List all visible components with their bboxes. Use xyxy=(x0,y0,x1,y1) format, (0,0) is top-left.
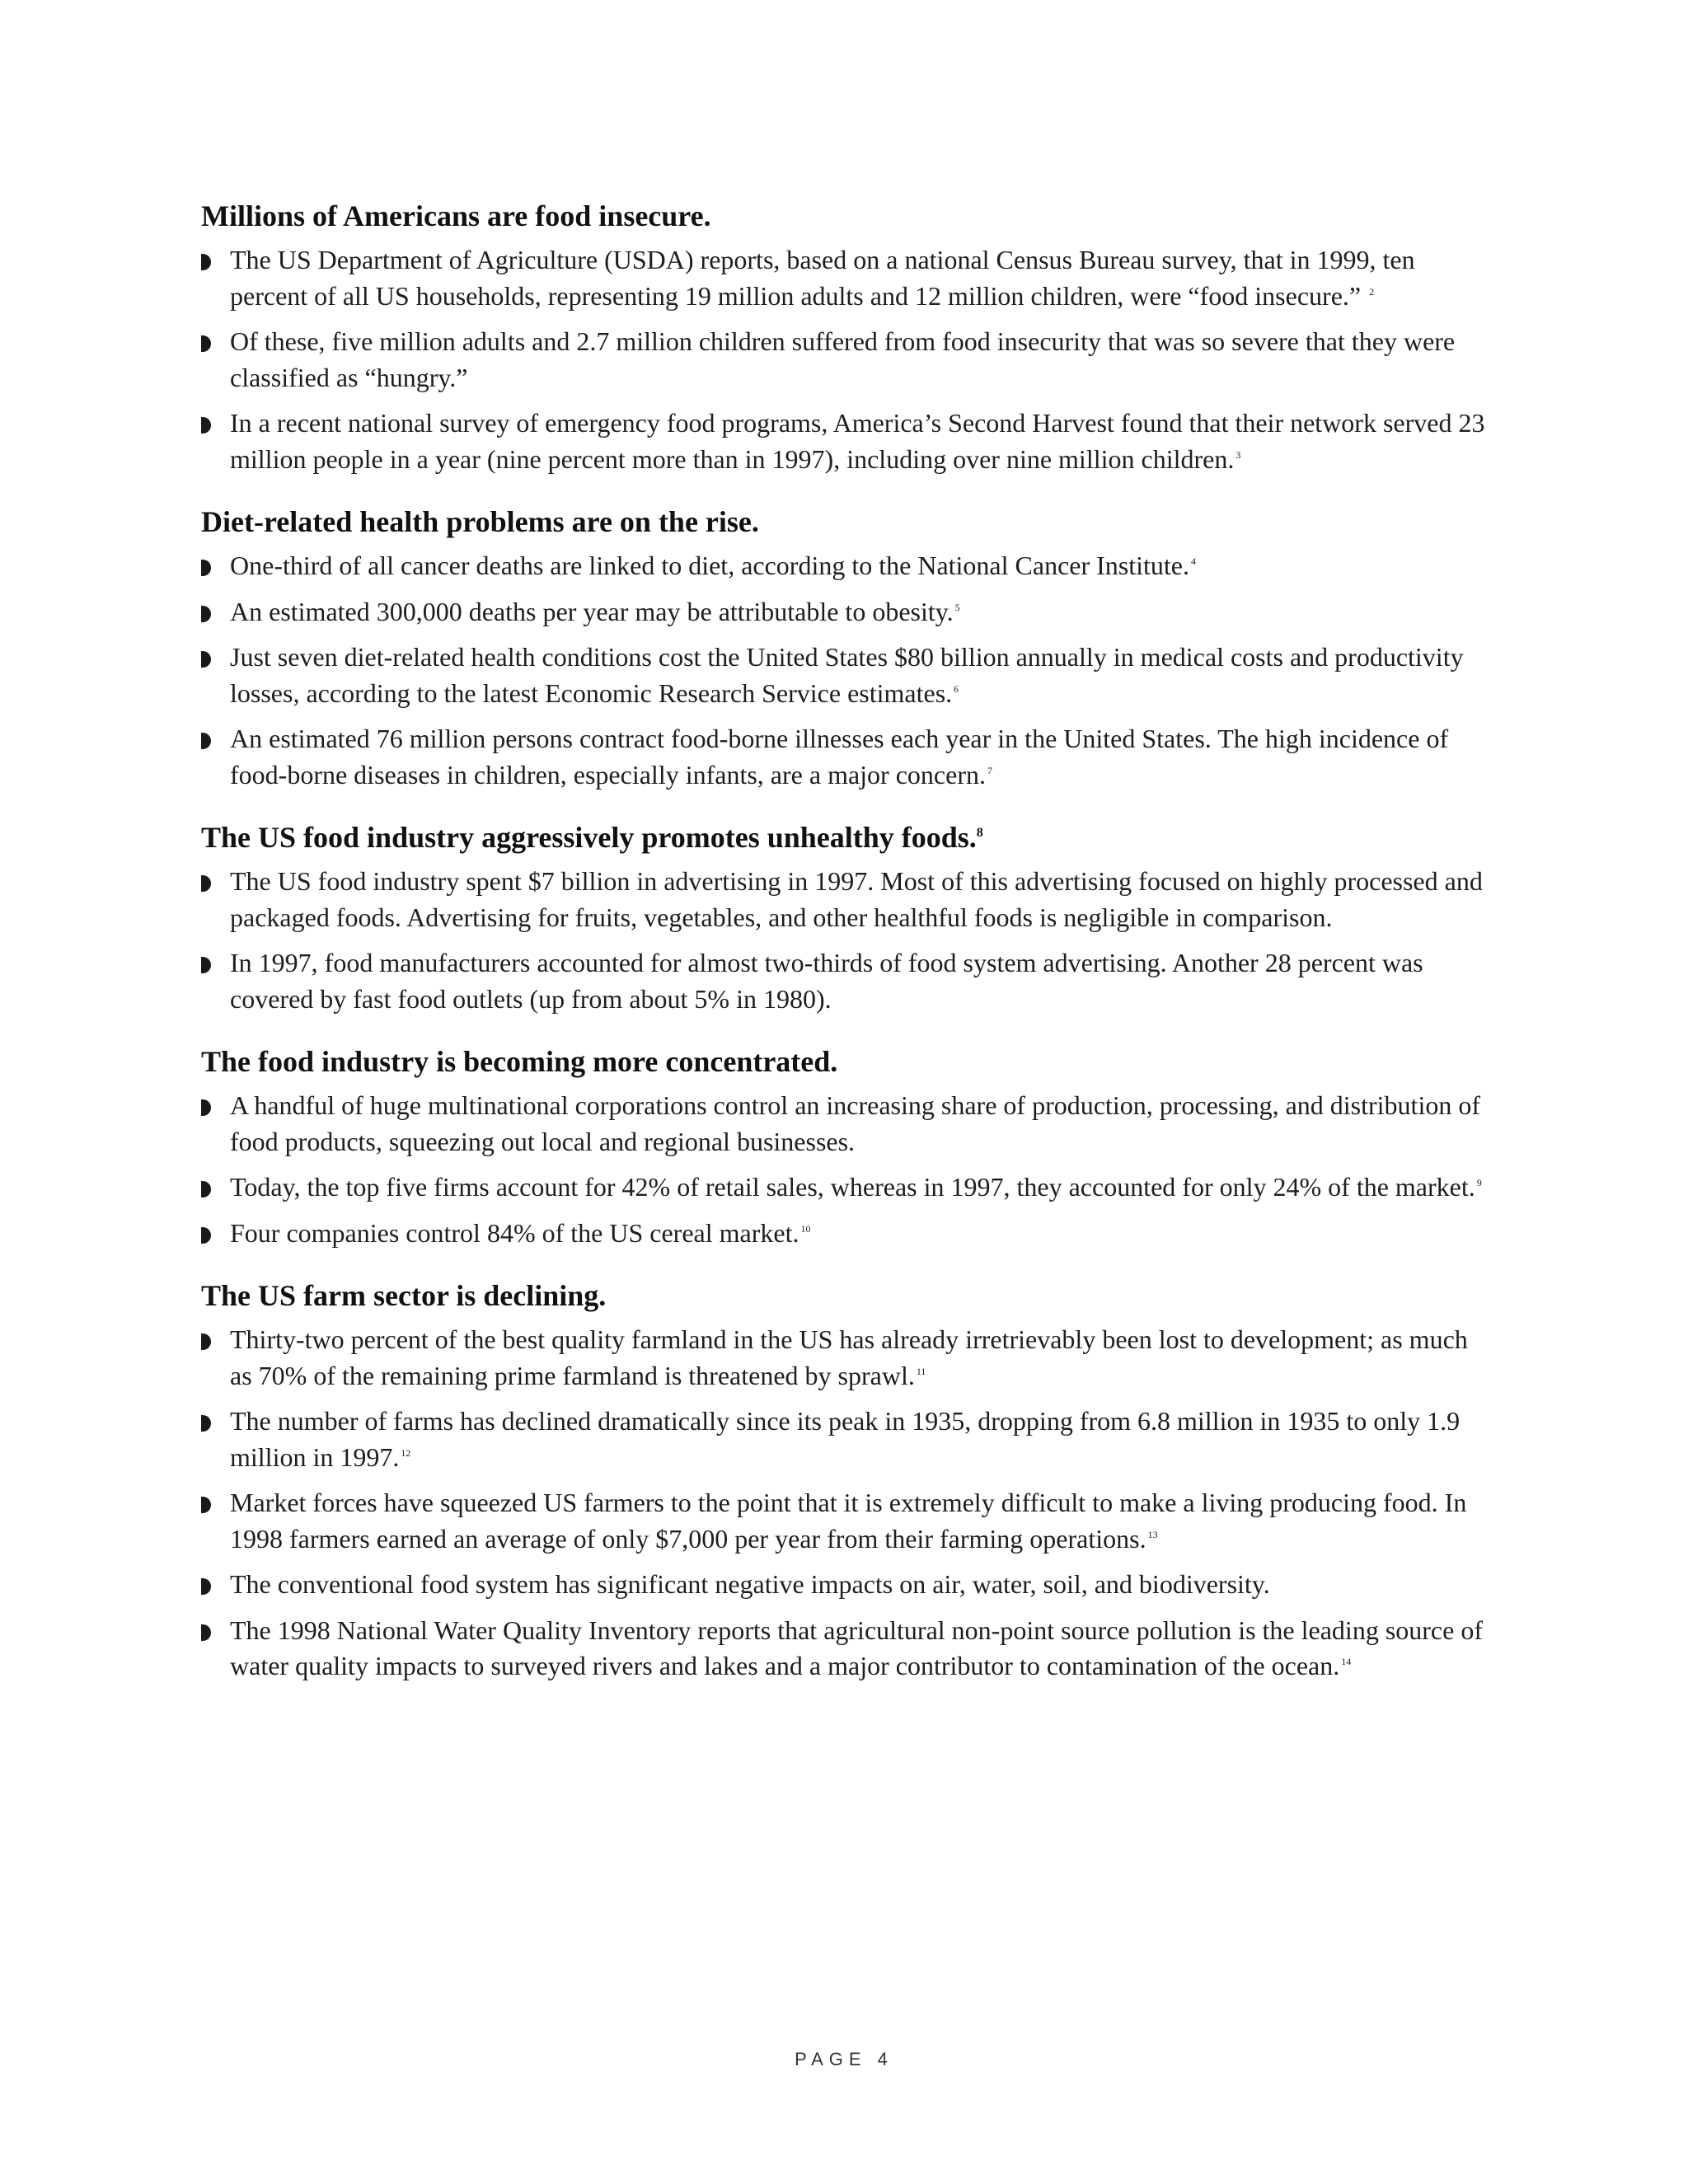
page-number: PAGE 4 xyxy=(795,2049,893,2069)
list-item xyxy=(201,1404,1487,1475)
footnote-marker: 4 xyxy=(1191,555,1196,568)
section-heading xyxy=(201,818,1487,857)
section xyxy=(201,1276,1487,1685)
list-item xyxy=(201,1216,1487,1252)
list-item-text: Thirty-two percent of the best quality farmland in the US has already irretrievably been lost to development; as much as 70% of the remaining prime farmland is threatened by sprawl. xyxy=(230,1324,1468,1390)
section-heading xyxy=(201,502,1487,541)
footnote-marker: 10 xyxy=(800,1222,811,1235)
list-item-text: Today, the top five firms account for 42% of retail sales, whereas in 1997, they accounted for only 24% of the market. xyxy=(230,1172,1475,1202)
section-heading-text: Diet-related health problems are on the rise. xyxy=(201,505,759,538)
bullet-icon xyxy=(201,1227,211,1244)
list-item xyxy=(201,242,1487,314)
list-item-text: Market forces have squeezed US farmers to the point that it is extremely difficult to make a living producing food. In 1998 farmers earned an average of only $7,000 per year from their farming operations. xyxy=(230,1488,1467,1554)
list-item xyxy=(201,1088,1487,1160)
footnote-marker: 6 xyxy=(954,682,959,695)
section-heading xyxy=(201,1042,1487,1081)
section xyxy=(201,818,1487,1017)
section-heading xyxy=(201,196,1487,236)
footnote-marker: 7 xyxy=(987,764,992,776)
list-item-text: Just seven diet-related health conditions cost the United States $80 billion annually in medical costs and productivity losses, according to the latest Economic Research Service estimates. xyxy=(230,642,1464,708)
list-item-text: A handful of huge multinational corporations control an increasing share of production, processing, and distribution of food products, squeezing out local and regional businesses. xyxy=(230,1090,1480,1156)
section-heading-text: The US food industry aggressively promotes unhealthy foods. xyxy=(201,821,977,854)
bullet-icon xyxy=(201,733,211,749)
list-item xyxy=(201,1485,1487,1557)
bullet-icon xyxy=(201,957,211,973)
section xyxy=(201,196,1487,477)
list-item-text: The 1998 National Water Quality Inventory reports that agricultural non-point source pollution is the leading source of water quality impacts to surveyed rivers and lakes and a major contributor to contamination of the ocean. xyxy=(230,1615,1483,1680)
section-heading-text: The food industry is becoming more concentrated. xyxy=(201,1045,838,1078)
list-item xyxy=(201,640,1487,711)
list-item-text: The conventional food system has significant negative impacts on air, water, soil, and biodiversity. xyxy=(230,1569,1270,1599)
bullet-list xyxy=(201,548,1487,793)
bullet-icon xyxy=(201,606,211,622)
bullet-icon xyxy=(201,254,211,270)
bullet-icon xyxy=(201,1181,211,1197)
section xyxy=(201,1042,1487,1251)
list-item-text: The number of farms has declined dramatically since its peak in 1935, dropping from 6.8 million in 1935 to only 1.9 million in 1997. xyxy=(230,1406,1461,1472)
footnote-marker: 14 xyxy=(1341,1656,1352,1668)
section-heading-text: The US farm sector is declining. xyxy=(201,1279,607,1312)
list-item-text: In 1997, food manufacturers accounted for almost two-thirds of food system advertising. Another 28 percent was covered by fast food outlets (up from about 5% in 1980). xyxy=(230,948,1423,1014)
list-item-text: One-third of all cancer deaths are linked to diet, according to the National Cancer Institute. xyxy=(230,551,1189,580)
bullet-icon xyxy=(201,335,211,352)
bullet-icon xyxy=(201,1624,211,1641)
document-body xyxy=(201,196,1487,1709)
list-item-text: In a recent national survey of emergency food programs, America’s Second Harvest found that their network served 23 million people in a year (nine percent more than in 1997), including over nine million children. xyxy=(230,408,1485,474)
section-heading xyxy=(201,1276,1487,1315)
footnote-marker: 9 xyxy=(1476,1177,1482,1189)
bullet-icon xyxy=(201,1578,211,1595)
bullet-icon xyxy=(201,651,211,668)
bullet-icon xyxy=(201,1415,211,1432)
list-item xyxy=(201,1613,1487,1685)
bullet-list xyxy=(201,1088,1487,1251)
bullet-icon xyxy=(201,1333,211,1350)
list-item xyxy=(201,405,1487,477)
list-item xyxy=(201,1567,1487,1603)
bullet-icon xyxy=(201,1497,211,1513)
list-item xyxy=(201,1322,1487,1394)
footnote-marker: 13 xyxy=(1147,1528,1158,1540)
bullet-icon xyxy=(201,1099,211,1116)
bullet-list xyxy=(201,1322,1487,1685)
bullet-icon xyxy=(201,417,211,434)
list-item xyxy=(201,324,1487,396)
list-item xyxy=(201,721,1487,793)
list-item-text: The US Department of Agriculture (USDA) reports, based on a national Census Bureau survey, that in 1999, ten percent of all US households, representing 19 million adults and 12 million children, were “food insecure.” xyxy=(230,245,1415,311)
section-heading-text: Millions of Americans are food insecure. xyxy=(201,199,711,232)
list-item-text: An estimated 76 million persons contract food-borne illnesses each year in the United States. The high incidence of food-borne diseases in children, especially infants, are a major concern. xyxy=(230,724,1449,790)
list-item-text: Of these, five million adults and 2.7 million children suffered from food insecurity that was so severe that they were classified as “hungry.” xyxy=(230,326,1456,392)
footnote-marker: 8 xyxy=(976,826,983,840)
bullet-list xyxy=(201,242,1487,477)
list-item xyxy=(201,594,1487,630)
list-item xyxy=(201,945,1487,1017)
list-item xyxy=(201,548,1487,584)
list-item xyxy=(201,1169,1487,1206)
list-item-text: Four companies control 84% of the US cereal market. xyxy=(230,1217,799,1248)
list-item-text: The US food industry spent $7 billion in advertising in 1997. Most of this advertising focused on highly processed and packaged foods. Advertising for fruits, vegetables, and other healthful foods is negligible in comparison. xyxy=(230,866,1483,932)
list-item xyxy=(201,864,1487,935)
footnote-marker: 11 xyxy=(916,1365,926,1377)
footnote-marker: 2 xyxy=(1369,285,1375,298)
footnote-marker: 3 xyxy=(1236,448,1241,461)
bullet-list xyxy=(201,864,1487,1017)
bullet-icon xyxy=(201,560,211,576)
list-item-text: An estimated 300,000 deaths per year may be attributable to obesity. xyxy=(230,596,954,626)
section xyxy=(201,502,1487,793)
footnote-marker: 12 xyxy=(401,1446,411,1459)
bullet-icon xyxy=(201,875,211,892)
footnote-marker: 5 xyxy=(954,601,960,613)
